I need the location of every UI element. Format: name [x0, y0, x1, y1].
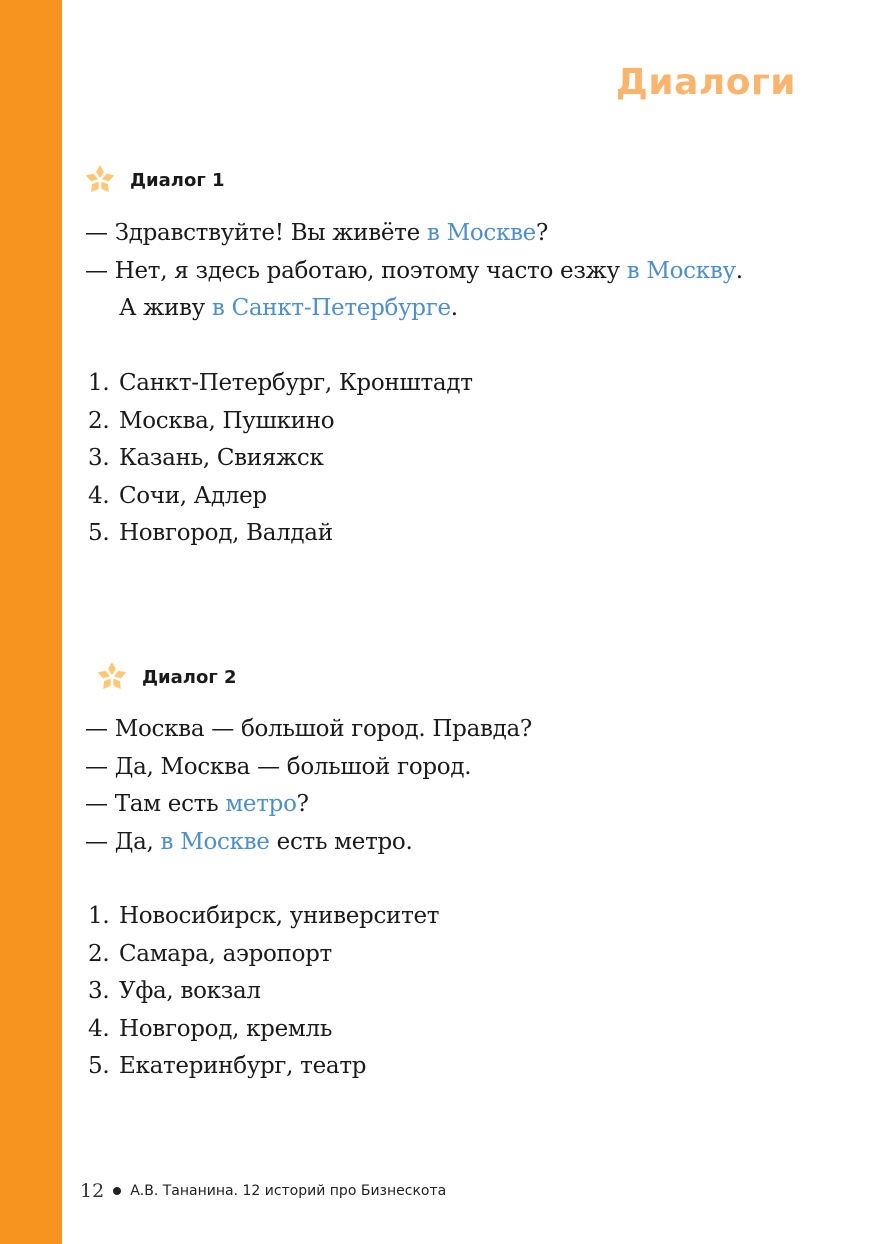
list-item: 5. Новгород, Валдай — [88, 520, 333, 546]
list-item: 4. Новгород, кремль — [88, 1015, 333, 1042]
page-number: 12 — [80, 1180, 105, 1202]
list-item: 1. Санкт-Петербург, Кронштадт — [88, 370, 473, 396]
footer-text: А.В. Тананина. 12 историй про Бизнескота — [130, 1183, 447, 1199]
dialog-1-list — [88, 365, 473, 553]
list-item: 3. Уфа, вокзал — [88, 978, 261, 1004]
flower-icon — [84, 164, 116, 196]
dialog-line: А живу в Санкт-Петербурге. — [119, 295, 458, 321]
dialog-2-heading — [96, 661, 237, 693]
list-item: 2. Самара, аэропорт — [88, 940, 332, 967]
dialog-1-title: Диалог 1 — [130, 169, 225, 191]
dialog-2-text — [85, 711, 532, 861]
dialog-line: — Москва — большой город. Правда? — [85, 716, 532, 742]
flower-icon — [96, 661, 128, 693]
highlighted-phrase: в Санкт-Петербурге — [211, 295, 451, 321]
dialog-2-title: Диалог 2 — [142, 666, 237, 688]
highlighted-phrase: в Москву — [626, 257, 736, 284]
dialog-line: — Там есть метро? — [85, 791, 309, 817]
orange-side-bar — [0, 0, 62, 1244]
bullet-dot-icon — [113, 1187, 121, 1195]
list-item: 4. Сочи, Адлер — [88, 482, 267, 509]
dialog-line: — Да, Москва — большой город. — [85, 753, 472, 780]
dialog-2-list — [88, 898, 439, 1086]
highlighted-phrase: в Москве — [160, 828, 270, 855]
list-item: 1. Новосибирск, университет — [88, 903, 440, 929]
dialog-line: — Да, в Москве есть метро. — [85, 828, 413, 855]
dialog-1-heading — [84, 164, 225, 196]
highlighted-phrase: метро — [225, 791, 297, 817]
list-item: 5. Екатеринбург, театр — [88, 1053, 367, 1079]
dialog-line: — Нет, я здесь работаю, поэтому часто езжу в Москву. — [85, 257, 743, 284]
dialog-1-text — [85, 215, 743, 328]
page-title: Диалоги — [615, 62, 796, 103]
page-footer — [80, 1180, 446, 1202]
highlighted-phrase: в Москве — [426, 220, 536, 246]
list-item: 3. Казань, Свияжск — [88, 445, 324, 471]
dialog-line: — Здравствуйте! Вы живёте в Москве? — [85, 220, 549, 246]
list-item: 2. Москва, Пушкино — [88, 407, 335, 434]
